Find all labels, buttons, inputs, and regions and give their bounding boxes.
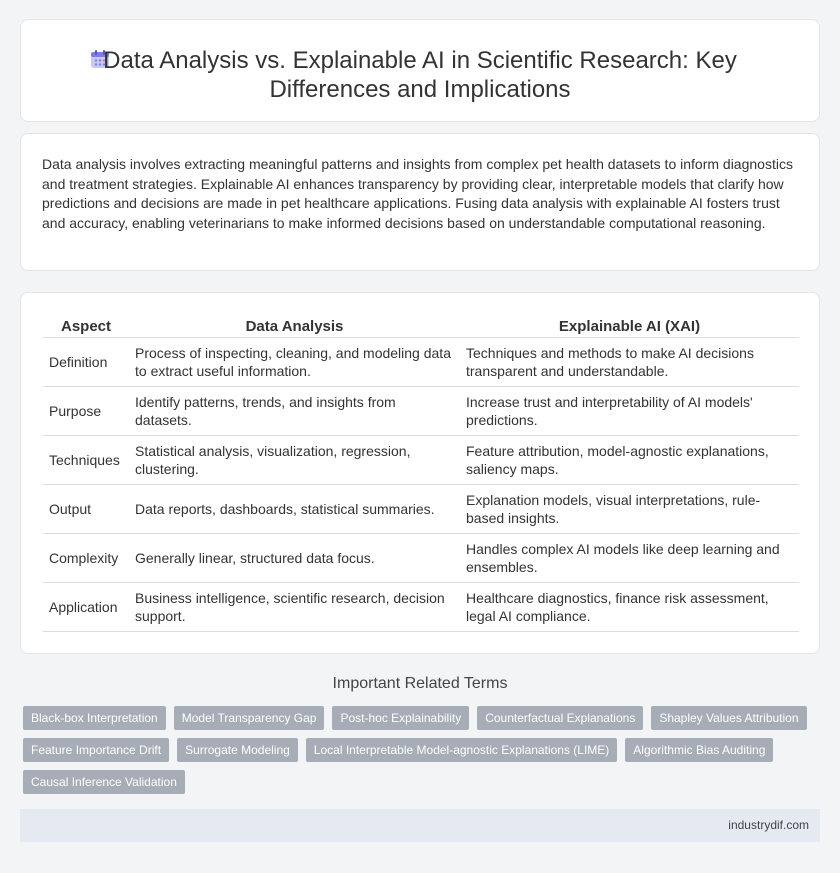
related-terms-list [23,706,813,794]
column-header: Data Analysis [129,316,460,337]
data-analysis-cell: Generally linear, structured data focus. [129,533,460,582]
related-term-tag[interactable]: Feature Importance Drift [23,738,169,762]
column-header: Explainable AI (XAI) [460,316,799,337]
table-row [43,337,799,386]
table-row [43,484,799,533]
related-term-tag[interactable]: Black-box Interpretation [23,706,166,730]
aspect-cell: Application [43,582,129,631]
aspect-cell: Definition [43,337,129,386]
comparison-card [20,292,820,654]
data-analysis-cell: Identify patterns, trends, and insights from datasets. [129,386,460,435]
comparison-table [43,316,799,632]
data-analysis-cell: Data reports, dashboards, statistical summaries. [129,484,460,533]
data-analysis-cell: Statistical analysis, visualization, regression, clustering. [129,435,460,484]
intro-card [20,133,820,271]
table-row [43,533,799,582]
related-term-tag[interactable]: Causal Inference Validation [23,770,185,794]
footer-site-link[interactable]: industrydif.com [728,818,809,832]
aspect-cell: Techniques [43,435,129,484]
xai-cell: Feature attribution, model-agnostic explanations, saliency maps. [460,435,799,484]
intro-text: Data analysis involves extracting meaningful patterns and insights from complex pet health datasets to inform diagnostics and treatment strategies. Explainable AI enhances transparency by providing clear, interpretable models that clarify how predictions and decisions are made in pet healthcare applications. Fusing data analysis with explainable AI fosters trust and accuracy, enabling veterinarians to make informed decisions based on understandable computational reasoning. [42,156,793,231]
related-terms-heading: Important Related Terms [332,675,508,692]
table-row [43,386,799,435]
table-header-row [43,316,799,337]
aspect-cell: Complexity [43,533,129,582]
aspect-cell: Output [43,484,129,533]
page-title: Data Analysis vs. Explainable AI in Scientific Research: Key Differences and Implications [103,47,737,103]
related-term-tag[interactable]: Model Transparency Gap [174,706,325,730]
xai-cell: Explanation models, visual interpretations, rule-based insights. [460,484,799,533]
table-row [43,435,799,484]
footer-bar [20,809,820,842]
related-term-tag[interactable]: Surrogate Modeling [177,738,298,762]
related-term-tag[interactable]: Local Interpretable Model-agnostic Explanations (LIME) [306,738,618,762]
related-term-tag[interactable]: Shapley Values Attribution [651,706,806,730]
xai-cell: Healthcare diagnostics, finance risk assessment, legal AI compliance. [460,582,799,631]
title-card [20,19,820,122]
related-term-tag[interactable]: Algorithmic Bias Auditing [625,738,773,762]
related-term-tag[interactable]: Post-hoc Explainability [332,706,469,730]
data-analysis-cell: Business intelligence, scientific research, decision support. [129,582,460,631]
table-row [43,582,799,631]
aspect-cell: Purpose [43,386,129,435]
data-analysis-cell: Process of inspecting, cleaning, and modeling data to extract useful information. [129,337,460,386]
xai-cell: Handles complex AI models like deep learning and ensembles. [460,533,799,582]
xai-cell: Techniques and methods to make AI decisions transparent and understandable. [460,337,799,386]
column-header: Aspect [43,316,129,337]
xai-cell: Increase trust and interpretability of AI models' predictions. [460,386,799,435]
related-term-tag[interactable]: Counterfactual Explanations [477,706,643,730]
